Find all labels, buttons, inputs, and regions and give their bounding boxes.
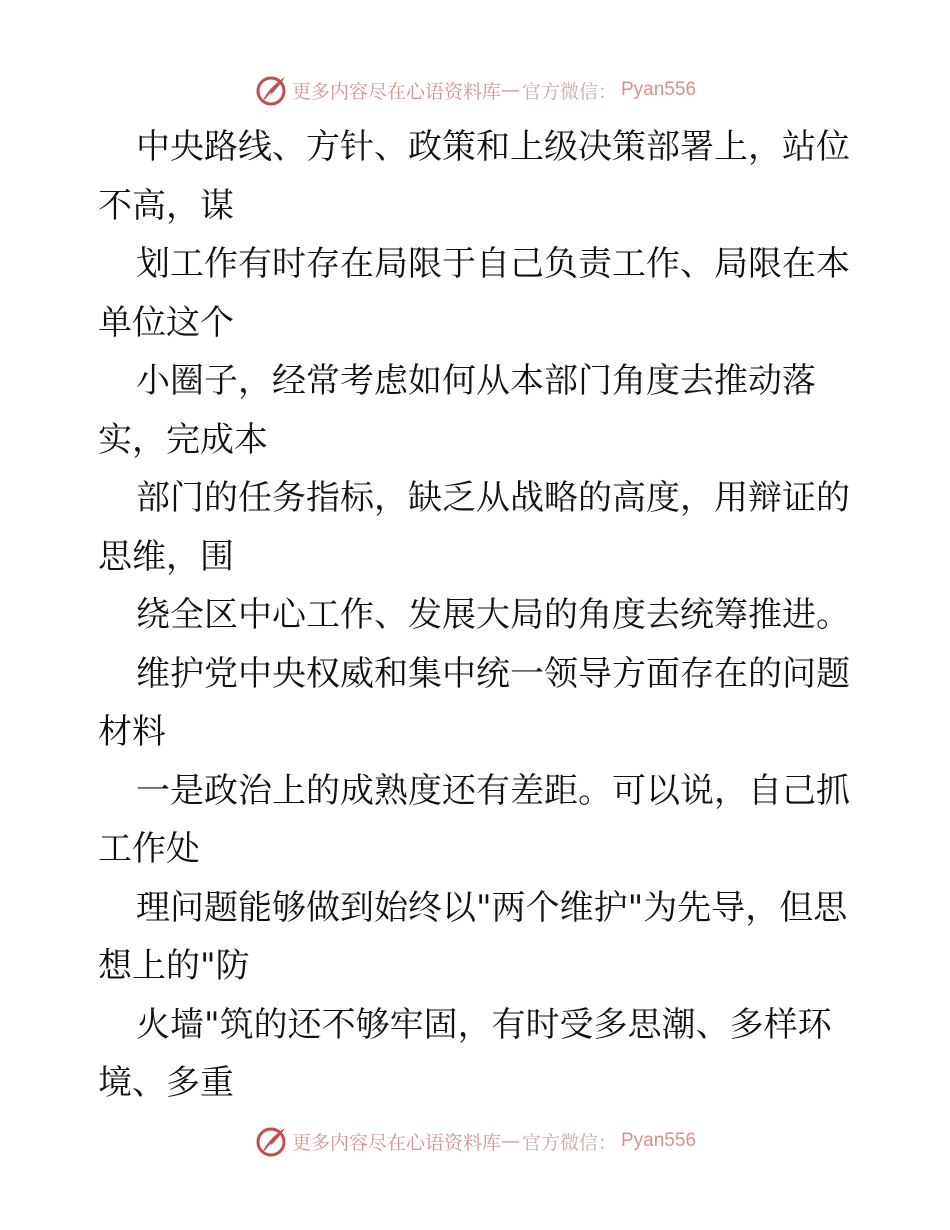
- feather-pen-logo-icon: [254, 1124, 288, 1158]
- feather-pen-logo-icon: [254, 73, 288, 107]
- section-title-line: 维护党中央权威和集中统一领导方面存在的问题: [136, 653, 850, 694]
- footer-wechat-label: 官方微信：: [521, 1131, 617, 1154]
- header-banner: [0, 70, 950, 110]
- body-line: 工作处: [98, 829, 200, 869]
- footer-banner: [0, 1121, 950, 1161]
- body-line: 划工作有时存在局限于自己负责工作、局限在本: [136, 244, 850, 284]
- document-body: [98, 118, 858, 1113]
- header-wechat-label: 官方微信：: [521, 80, 617, 103]
- body-line: 实，完成本: [98, 419, 268, 460]
- body-line: 火墙"筑的还不够牢固，有时受多思潮、多样环: [136, 1004, 832, 1045]
- footer-wechat-id: Pyan556: [621, 1130, 697, 1151]
- header-banner-dash: —: [500, 79, 520, 101]
- body-line: 单位这个: [98, 302, 234, 343]
- body-line: 不高，谋: [98, 185, 234, 226]
- section-title-line: 材料: [98, 712, 166, 752]
- body-line: 理问题能够做到始终以"两个维护"为先导，但思: [136, 887, 848, 928]
- header-wechat-id: Pyan556: [621, 79, 697, 100]
- body-line: 一是政治上的成熟度还有差距。可以说，自己抓: [136, 770, 850, 811]
- footer-banner-dash: —: [500, 1130, 520, 1152]
- body-line: 思维，围: [98, 536, 234, 577]
- body-line: 部门的任务指标，缺乏从战略的高度，用辩证的: [136, 478, 850, 518]
- body-line: 境、多重: [98, 1063, 234, 1103]
- body-line: 想上的"防: [98, 946, 250, 986]
- body-line: 小圈子，经常考虑如何从本部门角度去推动落: [136, 361, 816, 401]
- footer-banner-text: 更多内容尽在心语资料库: [291, 1131, 501, 1154]
- body-line: 绕全区中心工作、发展大局的角度去统筹推进。: [136, 595, 850, 635]
- body-line: 中央路线、方针、政策和上级决策部署上，站位: [136, 127, 850, 167]
- header-banner-text: 更多内容尽在心语资料库: [291, 80, 501, 103]
